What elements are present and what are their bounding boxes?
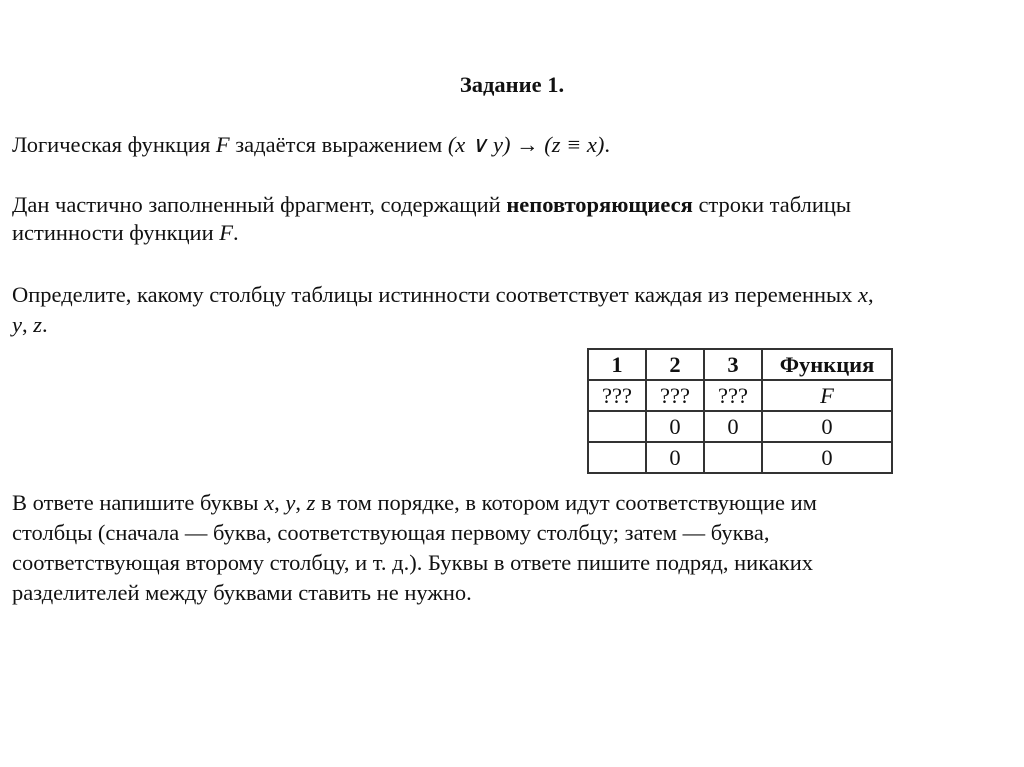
question-line2: [12, 311, 48, 339]
text: ,: [22, 312, 34, 337]
function-definition: [12, 131, 610, 159]
table-row: [588, 442, 892, 473]
var-y: y: [285, 490, 296, 515]
var-z: z: [33, 312, 43, 337]
function-name: F: [219, 220, 234, 245]
table-cell: 0: [646, 442, 704, 473]
table-cell: 0: [762, 442, 892, 473]
table-cell: 0: [646, 411, 704, 442]
text: ,: [868, 282, 874, 307]
table-cell: 0: [762, 411, 892, 442]
question-line1: [12, 281, 874, 309]
text: строки таблицы: [692, 192, 852, 217]
header-function: Функция: [762, 349, 892, 380]
text: .: [233, 220, 239, 245]
task-title: Задание 1.: [459, 72, 565, 97]
table-cell: ???: [588, 380, 646, 411]
text: в том порядке, в котором идут соответствующие им: [315, 490, 817, 515]
var-z: z: [306, 490, 316, 515]
header-col-3: 3: [704, 349, 762, 380]
table-cell: ???: [646, 380, 704, 411]
table-header-row: [588, 349, 892, 380]
fragment-description-line2: [12, 219, 239, 247]
text: Определите, какому столбцу таблицы истинности соответствует каждая из переменных: [12, 282, 859, 307]
text: Дан частично заполненный фрагмент, содержащий: [12, 192, 507, 217]
var-x: x: [858, 282, 869, 307]
text: ,: [274, 490, 286, 515]
answer-instructions-line3: соответствующая второму столбцу, и т. д.). Буквы в ответе пишите подряд, никаких: [12, 550, 814, 575]
header-col-1: 1: [588, 349, 646, 380]
table-cell: ???: [704, 380, 762, 411]
table-cell: [704, 442, 762, 473]
text: задаётся выражением: [229, 132, 448, 157]
text: Логическая функция: [12, 132, 216, 157]
answer-instructions-line1: [12, 489, 817, 517]
emphasis: неповторяющиеся: [506, 192, 693, 217]
answer-instructions-line2: столбцы (сначала — буква, соответствующая первому столбцу; затем — буква,: [12, 520, 770, 545]
text: .: [42, 312, 48, 337]
table-row: [588, 380, 892, 411]
function-name: F: [215, 132, 230, 157]
table-cell: [588, 411, 646, 442]
header-col-2: 2: [646, 349, 704, 380]
var-y: y: [12, 312, 22, 337]
table-cell: F: [762, 380, 892, 411]
fragment-description-line1: [12, 191, 851, 219]
text: истинности функции: [12, 220, 220, 245]
truth-table: [587, 348, 893, 474]
text: .: [604, 132, 611, 157]
table-cell: [588, 442, 646, 473]
var-x: x: [264, 490, 275, 515]
answer-instructions-line4: разделителей между буквами ставить не нужно.: [12, 580, 472, 605]
text: В ответе напишите буквы: [12, 490, 265, 515]
table-row: [588, 411, 892, 442]
logic-expression: (x ∨ y) → (z ≡ x): [447, 132, 605, 157]
text: ,: [295, 490, 307, 515]
table-cell: 0: [704, 411, 762, 442]
